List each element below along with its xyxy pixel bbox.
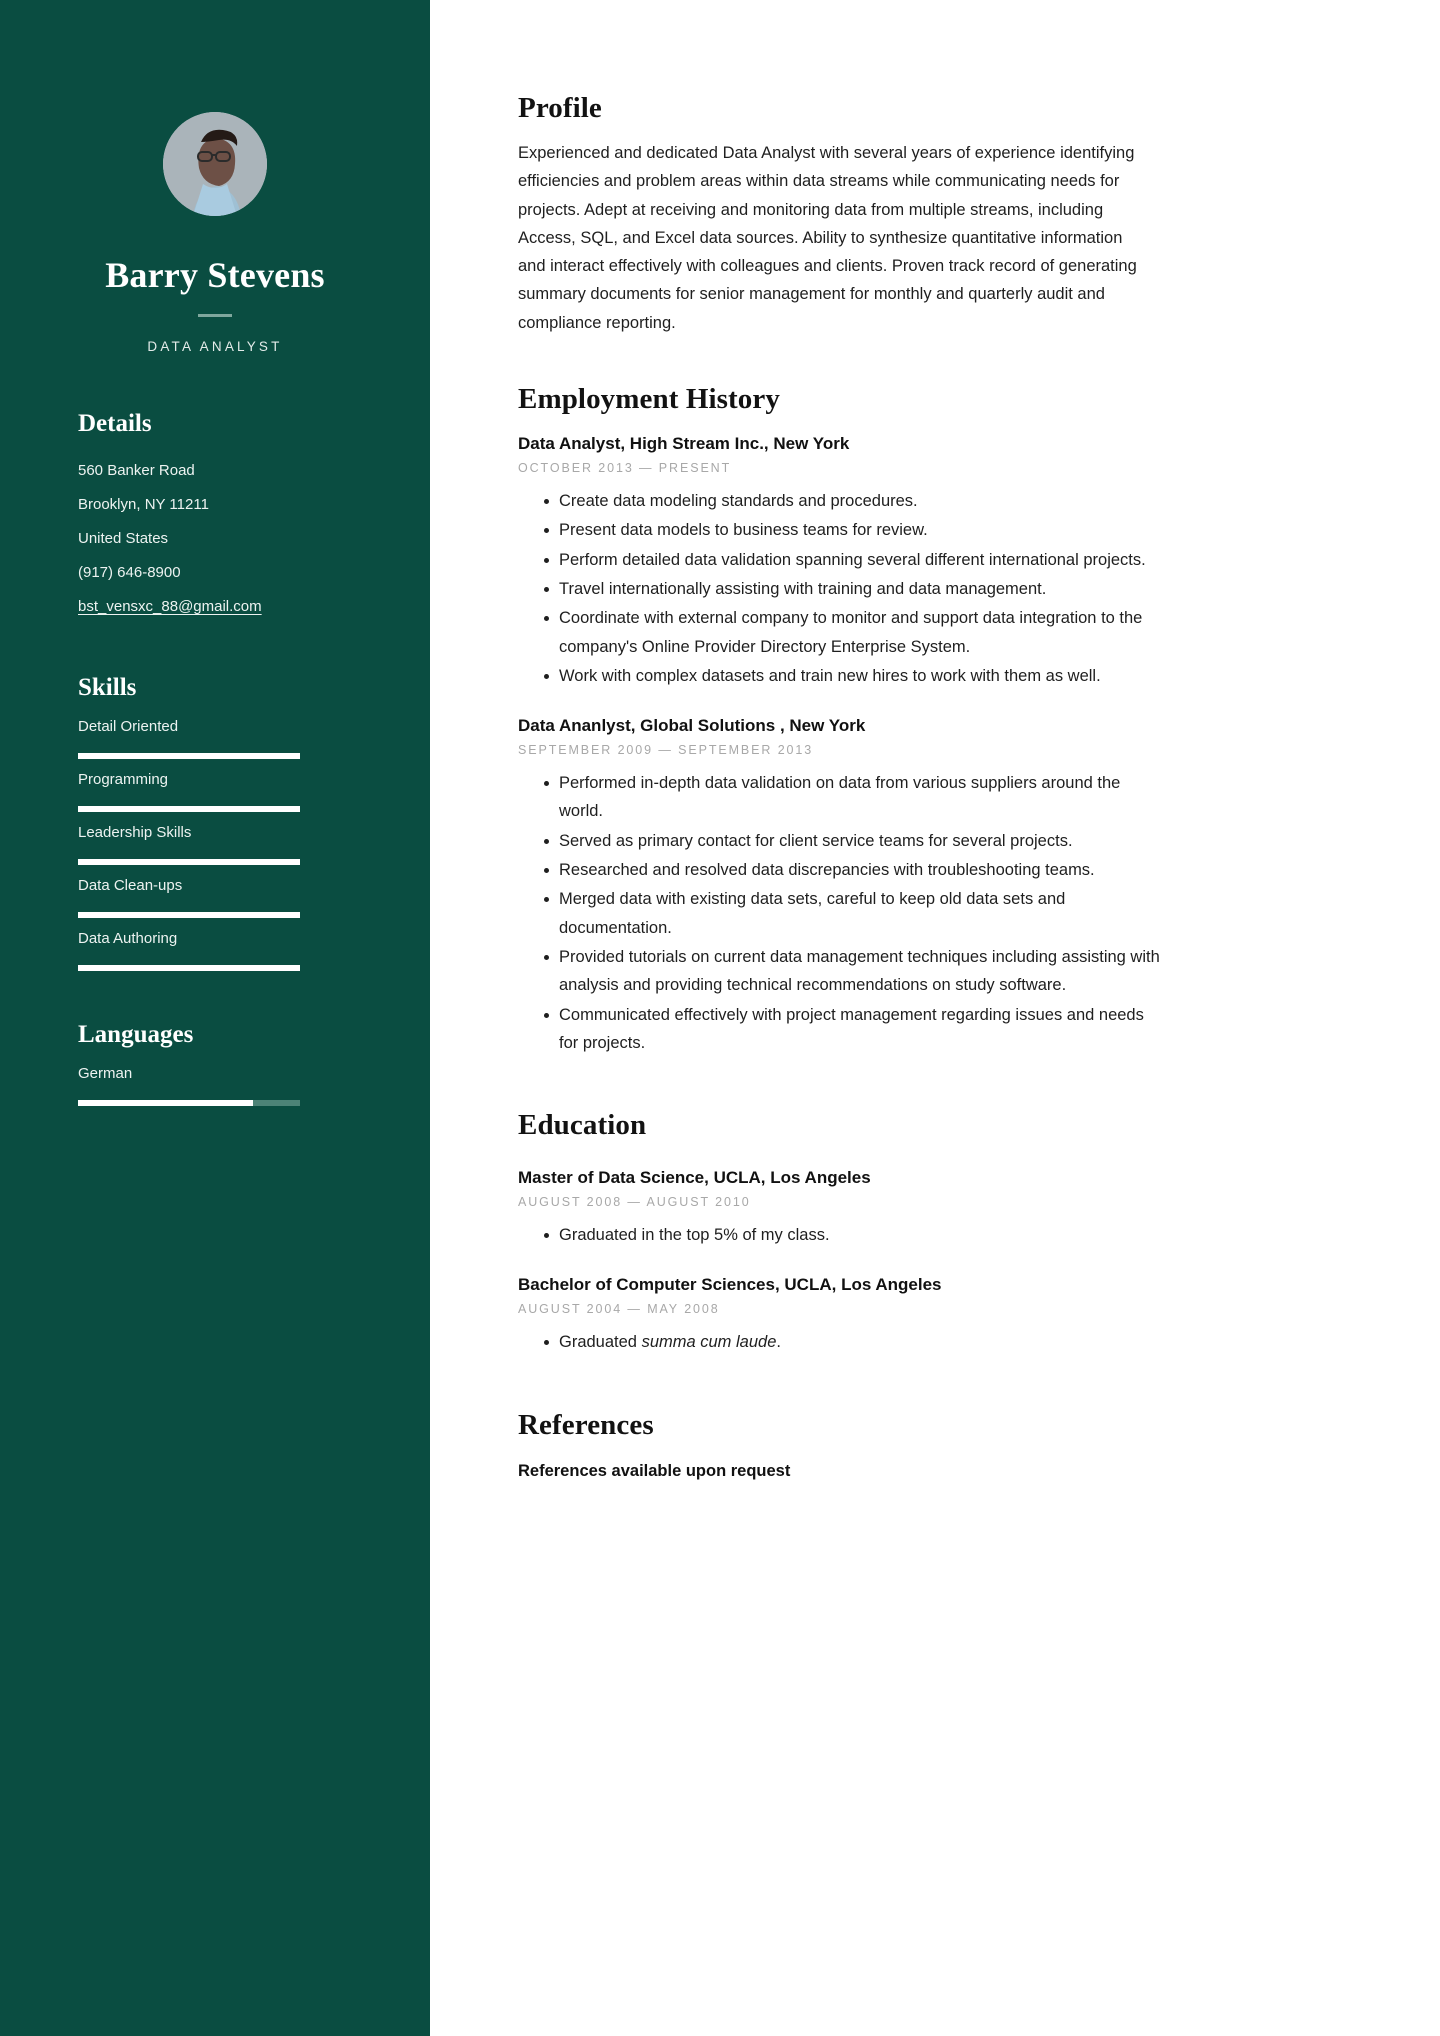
bullet-item: Travel internationally assisting with training and data management.	[518, 575, 1163, 603]
job-title: DATA ANALYST	[147, 339, 283, 354]
skill-label: Data Clean-ups	[78, 877, 183, 894]
language-bar-fill	[78, 1100, 253, 1106]
detail-address-country: United States	[78, 530, 169, 547]
education-dates: AUGUST 2008 — AUGUST 2010	[518, 1195, 751, 1210]
bullet-item: Performed in-depth data validation on data from various suppliers around the world.	[518, 769, 1163, 826]
job-bullets	[518, 487, 1350, 690]
references-heading: References	[518, 1408, 654, 1441]
detail-phone: (917) 646-8900	[78, 564, 181, 581]
skill-label: Leadership Skills	[78, 824, 192, 841]
sidebar	[0, 0, 430, 2036]
education-dates: AUGUST 2004 — MAY 2008	[518, 1302, 720, 1317]
education-bullets	[518, 1328, 1350, 1356]
bullet-item: Graduated summa cum laude.	[518, 1328, 1163, 1356]
skills-section	[0, 674, 430, 971]
job-bullets	[518, 769, 1350, 1057]
languages-heading: Languages	[78, 1021, 194, 1048]
skill-item	[78, 771, 330, 812]
name-divider	[198, 314, 232, 317]
job-dates: OCTOBER 2013 — PRESENT	[518, 461, 732, 476]
bullet-item: Communicated effectively with project management regarding issues and needs for projects.	[518, 1001, 1163, 1058]
bullet-emphasis: summa cum laude	[641, 1333, 777, 1352]
bullet-item: Served as primary contact for client service teams for several projects.	[518, 827, 1163, 855]
avatar-photo-icon	[163, 112, 267, 216]
skill-bar-track	[78, 753, 300, 759]
bullet-item: Researched and resolved data discrepancies with troubleshooting teams.	[518, 856, 1163, 884]
bullet-item: Create data modeling standards and procedures.	[518, 487, 1163, 515]
detail-address-city: Brooklyn, NY 11211	[78, 496, 209, 513]
avatar-wrapper	[0, 0, 430, 216]
bullet-item: Work with complex datasets and train new hires to work with them as well.	[518, 662, 1163, 690]
bullet-item: Provided tutorials on current data management techniques including assisting with analysis and providing technical recommendations on study software.	[518, 943, 1163, 1000]
profile-text: Experienced and dedicated Data Analyst with several years of experience identifying efficiencies and problem areas within data streams while communicating needs for projects. Adept at receiving and monitoring data from multiple streams, including Access, SQL, and Excel data sources. Ability to synthesize quantitative information and interact effectively with colleagues and clients. Proven track record of generating summary documents for senior management for monthly and quarterly audit and compliance reporting.	[518, 144, 1137, 332]
references-section	[518, 1409, 1350, 1481]
job-title: Data Analyst, High Stream Inc., New York	[518, 434, 850, 454]
bullet-item: Present data models to business teams for review.	[518, 516, 1163, 544]
main-content	[430, 0, 1440, 2036]
skill-label: Programming	[78, 771, 169, 788]
skill-bar-fill	[78, 859, 300, 865]
skills-heading: Skills	[78, 674, 137, 701]
language-bar-track	[78, 1100, 300, 1106]
education-bullets	[518, 1221, 1350, 1249]
education-entry	[518, 1168, 1350, 1249]
skill-item	[78, 877, 330, 918]
skill-label: Data Authoring	[78, 930, 178, 947]
bullet-item: Perform detailed data validation spanning several different international projects.	[518, 546, 1163, 574]
education-title: Master of Data Science, UCLA, Los Angeles	[518, 1168, 871, 1188]
education-section	[518, 1109, 1350, 1357]
bullet-item: Graduated in the top 5% of my class.	[518, 1221, 1163, 1249]
full-name: Barry Stevens	[105, 255, 325, 295]
language-label: German	[78, 1065, 133, 1082]
skill-bar-fill	[78, 806, 300, 812]
avatar	[163, 112, 267, 216]
profile-section	[518, 92, 1350, 337]
skill-bar-track	[78, 912, 300, 918]
detail-email-link[interactable]: bst_vensxc_88@gmail.com	[78, 598, 262, 615]
language-item	[78, 1065, 330, 1106]
details-section	[0, 410, 430, 624]
education-entry	[518, 1275, 1350, 1356]
skill-bar-track	[78, 859, 300, 865]
education-heading: Education	[518, 1109, 647, 1142]
references-text: References available upon request	[518, 1461, 791, 1480]
job-title: Data Ananlyst, Global Solutions , New York	[518, 716, 866, 736]
skill-item	[78, 930, 330, 971]
employment-entry	[518, 716, 1350, 1057]
skill-bar-track	[78, 806, 300, 812]
employment-section	[518, 383, 1350, 1057]
languages-section	[0, 1021, 430, 1106]
skill-bar-fill	[78, 965, 300, 971]
bullet-item: Merged data with existing data sets, careful to keep old data sets and documentation.	[518, 885, 1163, 942]
skill-bar-fill	[78, 912, 300, 918]
job-dates: SEPTEMBER 2009 — SEPTEMBER 2013	[518, 743, 814, 758]
skill-bar-track	[78, 965, 300, 971]
skill-label: Detail Oriented	[78, 718, 179, 735]
bullet-item: Coordinate with external company to monitor and support data integration to the company's Online Provider Directory Enterprise System.	[518, 604, 1163, 661]
employment-heading: Employment History	[518, 383, 780, 416]
skill-item	[78, 718, 330, 759]
details-heading: Details	[78, 410, 152, 437]
skill-bar-fill	[78, 753, 300, 759]
detail-address-street: 560 Banker Road	[78, 462, 195, 479]
employment-entry	[518, 434, 1350, 690]
education-title: Bachelor of Computer Sciences, UCLA, Los Angeles	[518, 1275, 942, 1295]
profile-heading: Profile	[518, 92, 602, 124]
skill-item	[78, 824, 330, 865]
